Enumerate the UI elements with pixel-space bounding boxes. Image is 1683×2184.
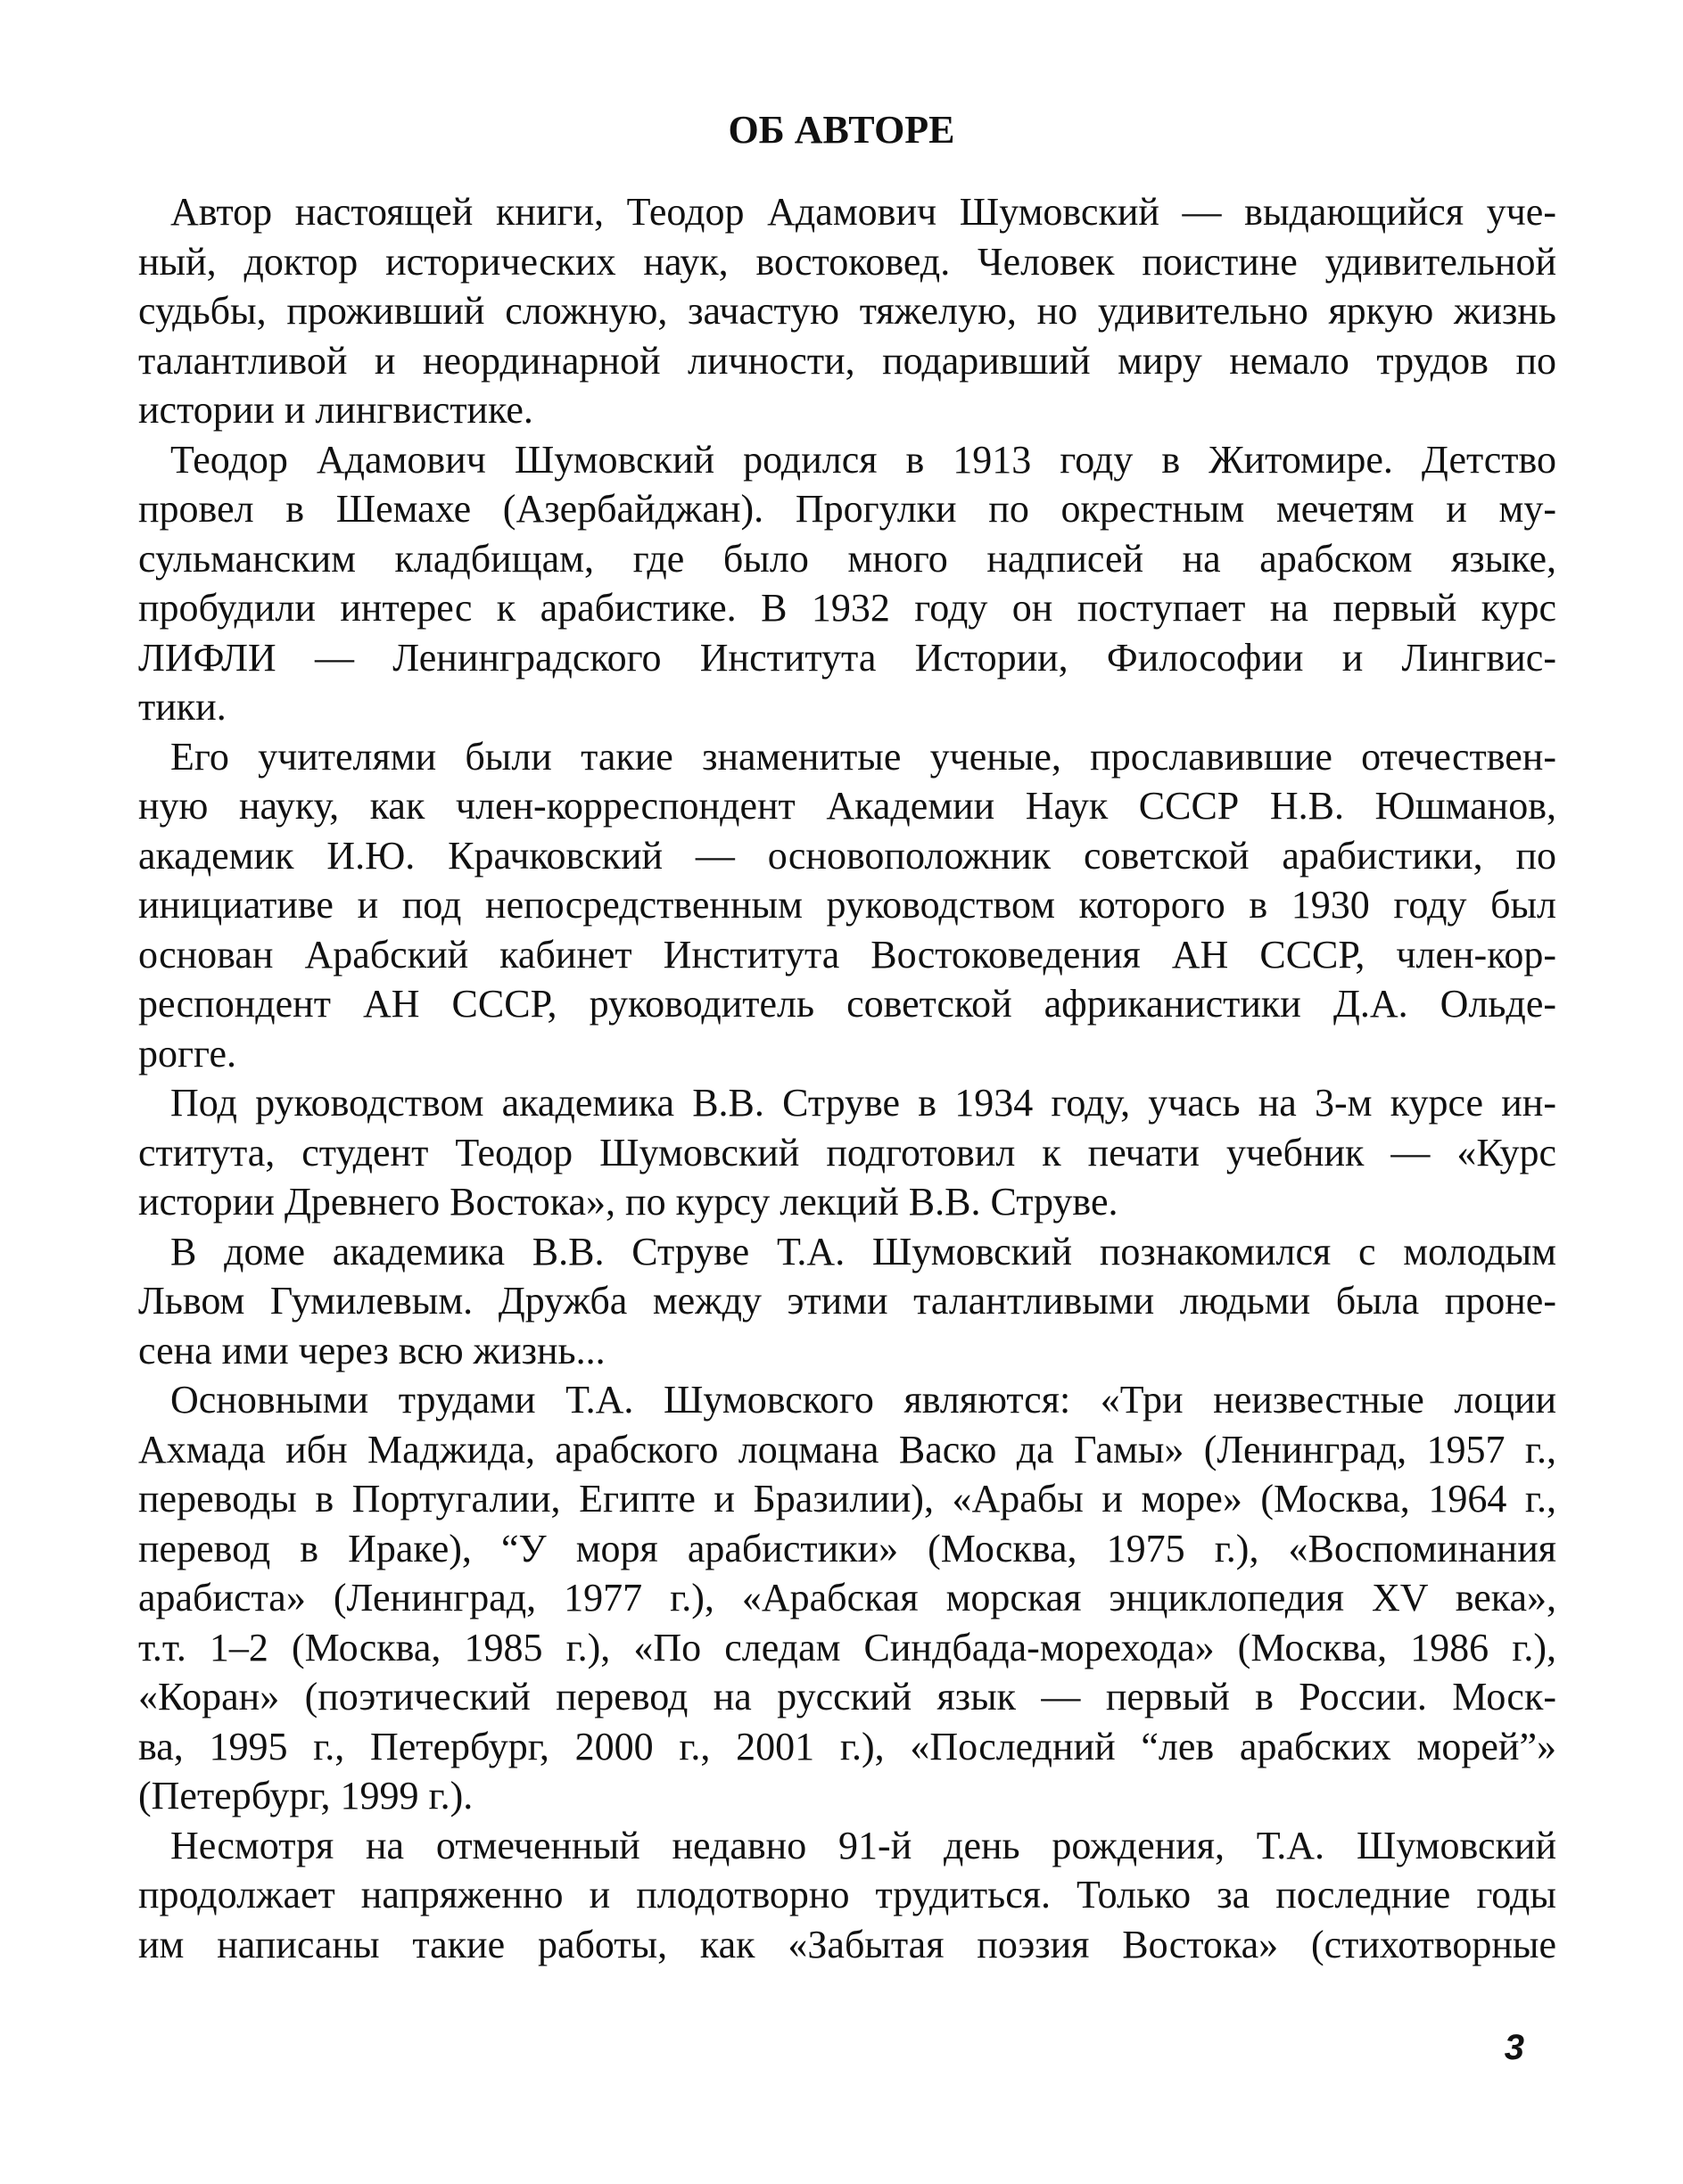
text-line: В доме академика В.В. Струве Т.А. Шумовский познакомился с молодым	[170, 1229, 1556, 1273]
paragraph-gumilev	[138, 1227, 1556, 1376]
text-line: провел в Шемахе (Азербайджан). Прогулки по окрестным мечетям и му-	[138, 487, 1556, 531]
text-line: ную науку, как член-корреспондент Академии Наук СССР Н.В. Юшманов,	[138, 784, 1556, 828]
text-line: арабиста» (Ленинград, 1977 г.), «Арабская морская энциклопедия XV века»,	[138, 1576, 1556, 1619]
text-line: перевод в Ираке), “У моря арабистики» (Москва, 1975 г.), «Воспоминания	[138, 1526, 1556, 1570]
text-line: Ахмада ибн Маджида, арабского лоцмана Васко да Гамы» (Ленинград, 1957 г.,	[138, 1427, 1556, 1471]
body-text	[138, 187, 1556, 1969]
paragraph-works	[138, 1375, 1556, 1821]
text-line: пробудили интерес к арабистике. В 1932 году он поступает на первый курс	[138, 586, 1556, 630]
text-line: истории Древнего Востока», по курсу лекций В.В. Струве.	[138, 1180, 1118, 1224]
text-line: ва, 1995 г., Петербург, 2000 г., 2001 г.), «Последний “лев арабских морей”»	[138, 1724, 1556, 1768]
text-line: Основными трудами Т.А. Шумовского являются: «Три неизвестные лоции	[170, 1378, 1556, 1422]
text-line: инициативе и под непосредственным руководством которого в 1930 году был	[138, 883, 1556, 927]
text-line: «Коран» (поэтический перевод на русский язык — первый в России. Моск-	[138, 1675, 1556, 1718]
text-line: рогге.	[138, 1031, 237, 1076]
paragraph-teachers	[138, 732, 1556, 1079]
text-line: Львом Гумилевым. Дружба между этими талантливыми людьми была проне-	[138, 1279, 1556, 1323]
text-line: Его учителями были такие знаменитые ученые, прославившие отечествен-	[170, 734, 1556, 779]
paragraph-struve	[138, 1078, 1556, 1227]
text-line: респондент АН СССР, руководитель советской африканистики Д.А. Ольде-	[138, 982, 1556, 1026]
paragraph-recent-work	[138, 1821, 1556, 1970]
page-number: 3	[1504, 2028, 1524, 2067]
text-line: Автор настоящей книги, Теодор Адамович Шумовский — выдающийся уче-	[170, 190, 1556, 234]
text-line: Под руководством академика В.В. Струве в 1934 году, учась на 3-м курсе ин-	[170, 1081, 1556, 1125]
text-line: сена ими через всю жизнь...	[138, 1328, 606, 1372]
text-line: судьбы, проживший сложную, зачастую тяжелую, но удивительно яркую жизнь	[138, 289, 1556, 333]
text-line: истории и лингвистике.	[138, 388, 533, 432]
text-line: талантливой и неординарной личности, подаривший миру немало трудов по	[138, 338, 1556, 383]
text-line: Теодор Адамович Шумовский родился в 1913 году в Житомире. Детство	[170, 437, 1556, 482]
text-line: продолжает напряженно и плодотворно трудиться. Только за последние годы	[138, 1873, 1556, 1916]
paragraph-intro	[138, 187, 1556, 435]
text-line: т.т. 1–2 (Москва, 1985 г.), «По следам Синдбада-морехода» (Москва, 1986 г.),	[138, 1625, 1556, 1669]
text-line: академик И.Ю. Крачковский — основоположник советской арабистики, по	[138, 833, 1556, 878]
text-line: Несмотря на отмеченный недавно 91-й день рождения, Т.А. Шумовский	[170, 1823, 1556, 1867]
text-line: основан Арабский кабинет Института Востоковедения АН СССР, член-кор-	[138, 932, 1556, 977]
text-line: тики.	[138, 685, 227, 729]
text-line: (Петербург, 1999 г.).	[138, 1774, 474, 1817]
text-line: им написаны такие работы, как «Забытая поэзия Востока» (стихотворные	[138, 1922, 1556, 1966]
paragraph-biography	[138, 435, 1556, 732]
text-line: ститута, студент Теодор Шумовский подготовил к печати учебник — «Курс	[138, 1130, 1556, 1174]
text-line: переводы в Португалии, Египте и Бразилии), «Арабы и море» (Москва, 1964 г.,	[138, 1477, 1556, 1521]
page-title: ОБ АВТОРЕ	[728, 108, 955, 152]
text-line: сульманским кладбищам, где было много надписей на арабском языке,	[138, 536, 1556, 581]
text-line: ЛИФЛИ — Ленинградского Института Истории, Философии и Лингвис-	[138, 635, 1556, 680]
text-line: ный, доктор исторических наук, востоковед. Человек поистине удивительной	[138, 239, 1556, 284]
